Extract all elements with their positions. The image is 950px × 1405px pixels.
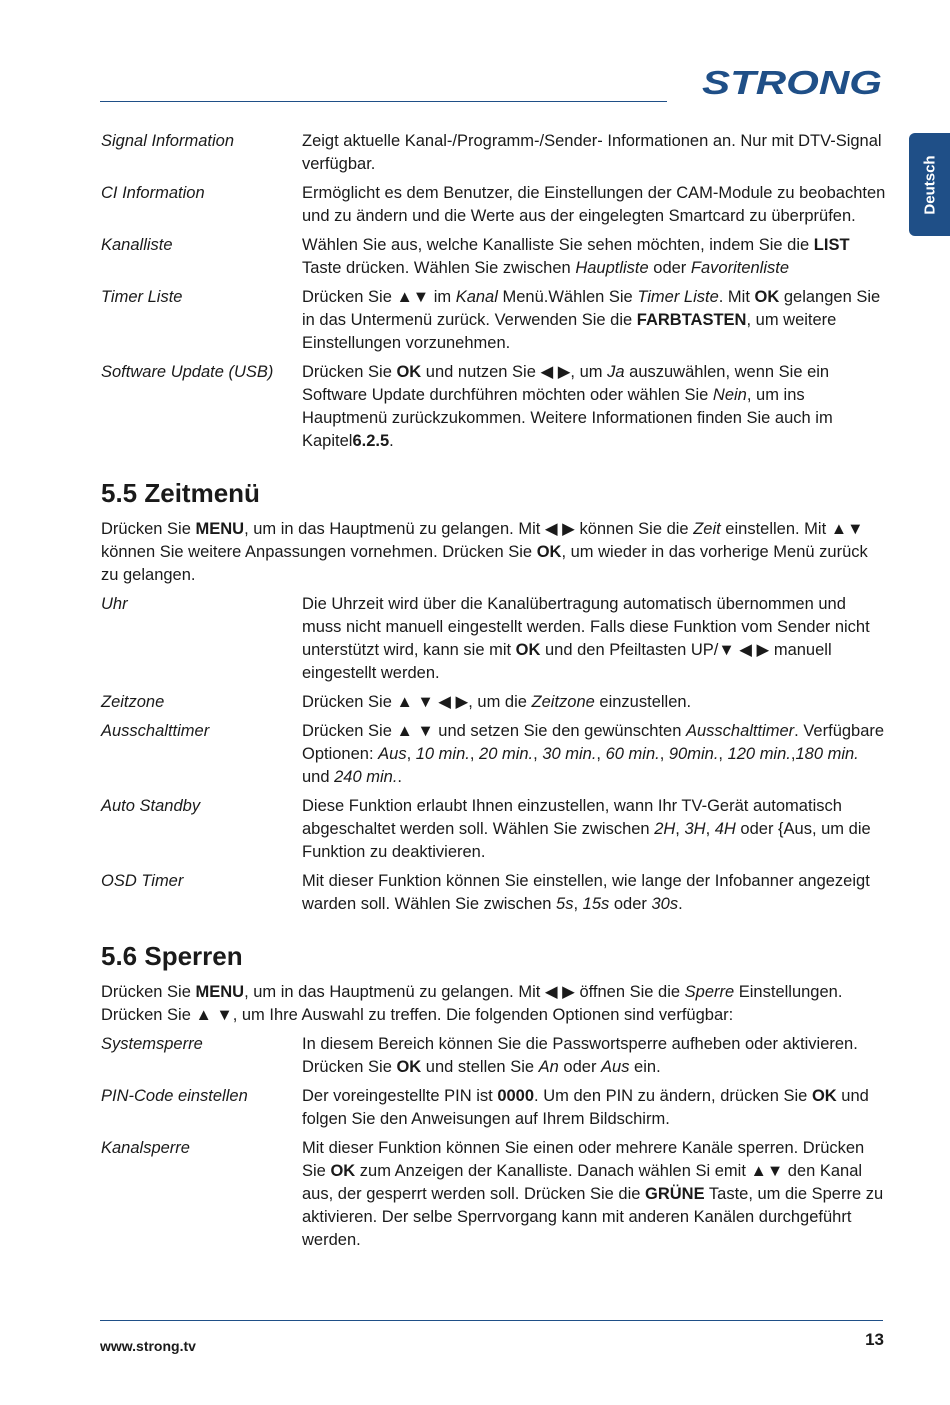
setting-row: [101, 720, 886, 789]
setting-description: Drücken Sie ▲ ▼ und setzen Sie den gewünschten Ausschalttimer. Verfügbare Optionen: Aus, 10 min., 20 min., 30 min., 60 min., 90min., 120 min.,180 min. und 240 min..: [302, 722, 885, 786]
language-tab: [909, 133, 950, 236]
setting-term: Auto Standby: [101, 797, 201, 815]
footer-url[interactable]: www.strong.tv: [100, 1338, 196, 1354]
setting-term: Zeitzone: [101, 693, 165, 711]
section-intro-zeitmenu: Drücken Sie MENU, um in das Hauptmenü zu gelangen. Mit ◀ ▶ können Sie die Zeit einstellen. Mit ▲▼ können Sie weitere Anpassungen vornehmen. Drücken Sie OK, um wieder in das vorherige Menü zurück zu gelangen.: [101, 520, 868, 584]
settings-list-sperren: [101, 1033, 886, 1252]
setting-term: CI Information: [101, 184, 205, 202]
setting-description: Drücken Sie ▲ ▼ ◀ ▶, um die Zeitzone einzustellen.: [302, 693, 692, 711]
section-intro-sperren: Drücken Sie MENU, um in das Hauptmenü zu gelangen. Mit ◀ ▶ öffnen Sie die Sperre Einstellungen. Drücken Sie ▲ ▼, um Ihre Auswahl zu treffen. Die folgenden Optionen sind verfügbar:: [101, 983, 843, 1024]
brand-text: STRONG: [702, 64, 882, 101]
settings-list-zeitmenu: [101, 593, 886, 916]
page-number: 13: [865, 1330, 884, 1349]
header-rule: [100, 101, 667, 102]
setting-row: [101, 361, 886, 453]
setting-row: [101, 182, 886, 228]
setting-description: Wählen Sie aus, welche Kanalliste Sie sehen möchten, indem Sie die LIST Taste drücken. Wählen Sie zwischen Hauptliste oder Favoritenliste: [302, 236, 850, 277]
setting-row: [101, 1085, 886, 1131]
section-title-sperren: 5.6 Sperren: [101, 941, 243, 971]
footer-rule: [100, 1320, 883, 1321]
setting-row: [101, 795, 886, 864]
setting-row: [101, 1033, 886, 1079]
setting-term: Kanalliste: [101, 236, 173, 254]
setting-description: In diesem Bereich können Sie die Passwortsperre aufheben oder aktivieren. Drücken Sie OK und stellen Sie An oder Aus ein.: [302, 1035, 858, 1076]
setting-description: Mit dieser Funktion können Sie einstellen, wie lange der Infobanner angezeigt warden soll. Wählen Sie zwischen 5s, 15s oder 30s.: [302, 872, 870, 913]
setting-description: Diese Funktion erlaubt Ihnen einzustellen, wann Ihr TV-Gerät automatisch abgeschaltet werden soll. Wählen Sie zwischen 2H, 3H, 4H oder {Aus, um die Funktion zu deaktivieren.: [302, 797, 871, 861]
setting-description: Drücken Sie OK und nutzen Sie ◀ ▶, um Ja auszuwählen, wenn Sie ein Software Update durchführen möchten oder wählen Sie Nein, um ins Hauptmenü zurückzukommen. Weitere Informationen finden Sie auch im Kapitel6.2.5.: [302, 363, 833, 450]
setting-row: [101, 234, 886, 280]
setting-term: OSD Timer: [101, 872, 184, 890]
setting-description: Der voreingestellte PIN ist 0000. Um den PIN zu ändern, drücken Sie OK und folgen Sie den Anweisungen auf Ihrem Bildschirm.: [302, 1087, 869, 1128]
setting-row: [101, 593, 886, 685]
setting-description: Ermöglicht es dem Benutzer, die Einstellungen der CAM-Module zu beobachten und zu ändern und die Werte aus der eingelegten Smartcard zu überprüfen.: [302, 184, 886, 225]
setting-term: Signal Information: [101, 132, 234, 150]
setting-term: Uhr: [101, 595, 128, 613]
setting-term: Ausschalttimer: [101, 722, 210, 740]
language-tab-label: Deutsch: [921, 154, 938, 215]
setting-row: [101, 130, 886, 176]
setting-term: Systemsperre: [101, 1035, 203, 1053]
setting-term: Kanalsperre: [101, 1139, 190, 1157]
section-title-zeitmenu: 5.5 Zeitmenü: [101, 478, 260, 508]
settings-list-top: [101, 130, 886, 453]
setting-description: Zeigt aktuelle Kanal-/Programm-/Sender- Informationen an. Nur mit DTV-Signal verfügbar.: [302, 132, 882, 173]
setting-row: [101, 691, 886, 714]
setting-description: Die Uhrzeit wird über die Kanalübertragung automatisch übernommen und muss nicht manuell eingestellt werden. Falls diese Funktion vom Sender nicht unterstützt wird, kann sie mit OK und den Pfeiltasten UP/▼ ◀ ▶ manuell eingestellt werden.: [302, 595, 870, 682]
setting-row: [101, 1137, 886, 1252]
setting-description: Mit dieser Funktion können Sie einen oder mehrere Kanäle sperren. Drücken Sie OK zum Anzeigen der Kanalliste. Danach wählen Si emit ▲▼ den Kanal aus, der gesperrt werden soll. Drücken Sie die GRÜNE Taste, um die Sperre zu aktivieren. Der selbe Sperrvorgang kann mit anderen Kanälen durchgeführt werden.: [302, 1139, 884, 1249]
setting-term: Timer Liste: [101, 288, 183, 306]
setting-row: [101, 870, 886, 916]
page-content: [101, 130, 886, 1258]
setting-row: [101, 286, 886, 355]
setting-term: PIN-Code einstellen: [101, 1087, 248, 1105]
setting-description: Drücken Sie ▲▼ im Kanal Menü.Wählen Sie Timer Liste. Mit OK gelangen Sie in das Untermenü zurück. Verwenden Sie die FARBTASTEN, um weitere Einstellungen vorzunehmen.: [302, 288, 881, 352]
setting-term: Software Update (USB): [101, 363, 274, 381]
strong-logo: [698, 62, 886, 102]
